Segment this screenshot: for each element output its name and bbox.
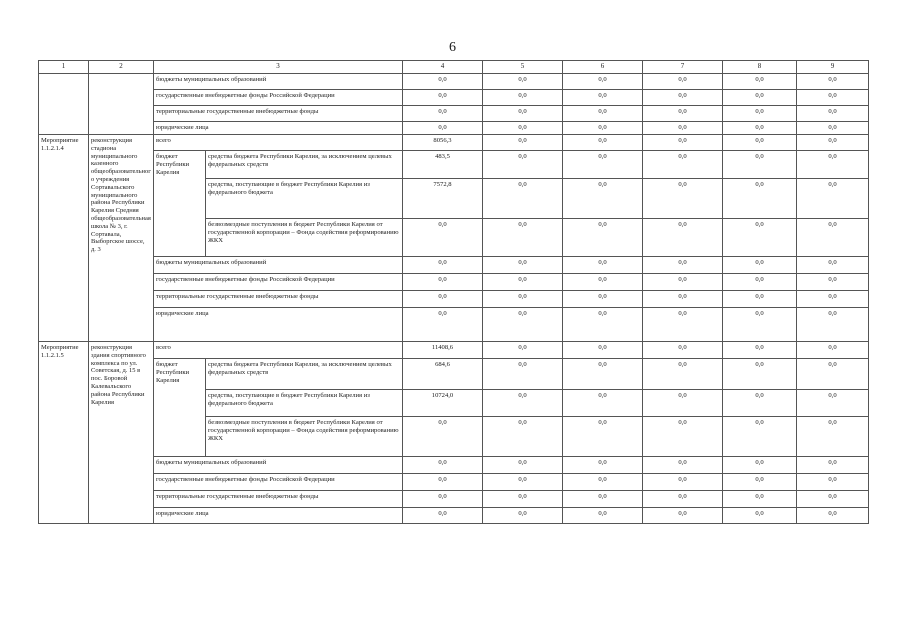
source-label: средства бюджета Республики Карелия, за исключением целевых федеральных средств [206,359,403,390]
value-cell: 0,0 [483,135,563,151]
value-cell: 0,0 [483,257,563,274]
value-cell: 0,0 [723,274,797,291]
table-row [39,74,869,90]
value-cell: 684,6 [403,359,483,390]
value-cell: 0,0 [723,257,797,274]
value-cell: 0,0 [563,291,643,308]
value-cell: 11408,6 [403,342,483,359]
header-row [39,61,869,74]
value-cell: 0,0 [643,179,723,219]
value-cell: 0,0 [563,219,643,257]
source-label: государственные внебюджетные фонды Российской Федерации [154,274,403,291]
value-cell: 0,0 [723,179,797,219]
source-label: средства, поступающие в бюджет Республики Карелия из федерального бюджета [206,390,403,417]
value-cell: 0,0 [563,390,643,417]
value-cell: 0,0 [797,179,869,219]
table-row [39,308,869,342]
source-label: территориальные государственные внебюджетные фонды [154,491,403,508]
value-cell: 0,0 [563,417,643,457]
value-cell: 0,0 [723,219,797,257]
value-cell: 0,0 [563,151,643,179]
budget-rk-label: бюджет Республики Карелия [154,151,206,257]
value-cell: 0,0 [483,219,563,257]
value-cell: 0,0 [797,390,869,417]
value-cell: 0,0 [403,274,483,291]
value-cell: 0,0 [797,291,869,308]
value-cell: 8056,3 [403,135,483,151]
value-cell: 0,0 [483,308,563,342]
value-cell: 0,0 [797,274,869,291]
value-cell: 0,0 [723,151,797,179]
empty-cell [39,74,89,135]
value-cell: 0,0 [723,457,797,474]
value-cell: 0,0 [483,417,563,457]
value-cell: 0,0 [643,274,723,291]
value-cell: 0,0 [563,122,643,135]
source-label: государственные внебюджетные фонды Российской Федерации [154,90,403,106]
value-cell: 0,0 [563,457,643,474]
budget-table [38,60,869,524]
table-row [39,257,869,274]
total-label: всего [154,135,403,151]
value-cell: 0,0 [403,122,483,135]
table-row [39,474,869,491]
budget-rk-label: бюджет Республики Карелия [154,359,206,457]
value-cell: 0,0 [643,308,723,342]
value-cell: 0,0 [797,219,869,257]
value-cell: 0,0 [643,390,723,417]
value-cell: 0,0 [643,122,723,135]
table-row [39,151,869,179]
value-cell: 0,0 [723,106,797,122]
value-cell: 0,0 [723,390,797,417]
value-cell: 0,0 [723,308,797,342]
value-cell: 0,0 [797,135,869,151]
value-cell: 0,0 [643,474,723,491]
value-cell: 0,0 [483,90,563,106]
value-cell: 0,0 [563,274,643,291]
value-cell: 0,0 [483,74,563,90]
value-cell: 0,0 [483,359,563,390]
value-cell: 0,0 [797,122,869,135]
value-cell: 0,0 [563,257,643,274]
value-cell: 0,0 [403,219,483,257]
value-cell: 0,0 [797,106,869,122]
value-cell: 0,0 [563,342,643,359]
value-cell: 0,0 [723,90,797,106]
value-cell: 0,0 [643,508,723,524]
value-cell: 0,0 [563,308,643,342]
value-cell: 0,0 [403,508,483,524]
value-cell: 0,0 [797,90,869,106]
value-cell: 0,0 [403,417,483,457]
value-cell: 0,0 [643,90,723,106]
value-cell: 0,0 [723,508,797,524]
value-cell: 0,0 [483,342,563,359]
value-cell: 0,0 [403,90,483,106]
column-header: 1 [39,61,89,74]
column-header: 3 [154,61,403,74]
value-cell: 0,0 [723,491,797,508]
value-cell: 0,0 [403,457,483,474]
value-cell: 0,0 [403,308,483,342]
value-cell: 0,0 [563,90,643,106]
column-header: 8 [723,61,797,74]
value-cell: 0,0 [643,342,723,359]
value-cell: 0,0 [643,219,723,257]
table-row [39,291,869,308]
value-cell: 0,0 [723,417,797,457]
source-label: бюджеты муниципальных образований [154,74,403,90]
value-cell: 0,0 [643,257,723,274]
column-header: 6 [563,61,643,74]
value-cell: 0,0 [403,474,483,491]
source-label: бюджеты муниципальных образований [154,257,403,274]
source-label: территориальные государственные внебюджетные фонды [154,291,403,308]
measure-name: Мероприятие 1.1.2.1.5 [39,342,89,524]
value-cell: 0,0 [723,359,797,390]
measure-description: реконструкция стадиона муниципального казенного общеобразовательного учреждения Сортавальского муниципального района Республики Карелия Средняя общеобразовательная школа № 3, г. Сортавала, Выборгское шоссе, д. 3 [89,135,154,342]
value-cell: 0,0 [563,179,643,219]
value-cell: 0,0 [563,474,643,491]
value-cell: 0,0 [563,74,643,90]
value-cell: 0,0 [643,135,723,151]
table-row [39,122,869,135]
column-header: 5 [483,61,563,74]
table-row [39,491,869,508]
column-header: 7 [643,61,723,74]
value-cell: 0,0 [797,74,869,90]
value-cell: 0,0 [723,135,797,151]
value-cell: 0,0 [563,491,643,508]
table-row [39,106,869,122]
table-row [39,457,869,474]
value-cell: 0,0 [643,491,723,508]
table-row [39,359,869,390]
value-cell: 0,0 [797,457,869,474]
measure-name: Мероприятие 1.1.2.1.4 [39,135,89,342]
value-cell: 0,0 [643,457,723,474]
value-cell: 0,0 [723,74,797,90]
table-row [39,274,869,291]
source-label: юридические лица [154,508,403,524]
empty-cell [89,74,154,135]
value-cell: 0,0 [797,359,869,390]
value-cell: 0,0 [797,417,869,457]
source-label: территориальные государственные внебюджетные фонды [154,106,403,122]
value-cell: 0,0 [723,291,797,308]
value-cell: 0,0 [643,74,723,90]
value-cell: 0,0 [797,257,869,274]
value-cell: 0,0 [403,106,483,122]
value-cell: 0,0 [797,151,869,179]
value-cell: 0,0 [797,474,869,491]
value-cell: 0,0 [563,135,643,151]
value-cell: 10724,0 [403,390,483,417]
column-header: 2 [89,61,154,74]
table-row [39,90,869,106]
value-cell: 0,0 [483,457,563,474]
value-cell: 0,0 [723,474,797,491]
value-cell: 0,0 [483,508,563,524]
value-cell: 0,0 [403,491,483,508]
measure-description: реконструкция здания спортивного комплекса по ул. Советская, д. 15 в пос. Боровой Калевальского района Республики Карелия [89,342,154,524]
value-cell: 0,0 [797,491,869,508]
column-header: 4 [403,61,483,74]
value-cell: 0,0 [483,274,563,291]
value-cell: 0,0 [723,122,797,135]
source-label: средства бюджета Республики Карелия, за исключением целевых федеральных средств [206,151,403,179]
value-cell: 0,0 [483,291,563,308]
value-cell: 0,0 [483,122,563,135]
value-cell: 0,0 [483,106,563,122]
value-cell: 0,0 [483,179,563,219]
source-label: безвозмездные поступления в бюджет Республики Карелия от государственной корпорации – Фонда содействия реформированию ЖКХ [206,417,403,457]
value-cell: 0,0 [563,106,643,122]
value-cell: 0,0 [643,291,723,308]
value-cell: 0,0 [563,359,643,390]
source-label: бюджеты муниципальных образований [154,457,403,474]
source-label: юридические лица [154,122,403,135]
value-cell: 0,0 [483,390,563,417]
source-label: безвозмездные поступления в бюджет Республики Карелия от государственной корпорации – Фонда содействия реформированию ЖКХ [206,219,403,257]
value-cell: 0,0 [723,342,797,359]
value-cell: 0,0 [403,291,483,308]
table-row [39,342,869,359]
page-number: 6 [449,40,456,55]
value-cell: 0,0 [643,417,723,457]
value-cell: 0,0 [643,106,723,122]
source-label: государственные внебюджетные фонды Российской Федерации [154,474,403,491]
table-row [39,508,869,524]
table-row [39,135,869,151]
value-cell: 0,0 [483,491,563,508]
total-label: всего [154,342,403,359]
value-cell: 0,0 [797,342,869,359]
value-cell: 0,0 [797,308,869,342]
value-cell: 0,0 [563,508,643,524]
value-cell: 483,5 [403,151,483,179]
value-cell: 0,0 [403,257,483,274]
value-cell: 0,0 [643,359,723,390]
value-cell: 0,0 [483,474,563,491]
column-header: 9 [797,61,869,74]
source-label: юридические лица [154,308,403,342]
value-cell: 0,0 [483,151,563,179]
value-cell: 0,0 [643,151,723,179]
value-cell: 7572,8 [403,179,483,219]
source-label: средства, поступающие в бюджет Республики Карелия из федерального бюджета [206,179,403,219]
value-cell: 0,0 [403,74,483,90]
value-cell: 0,0 [797,508,869,524]
